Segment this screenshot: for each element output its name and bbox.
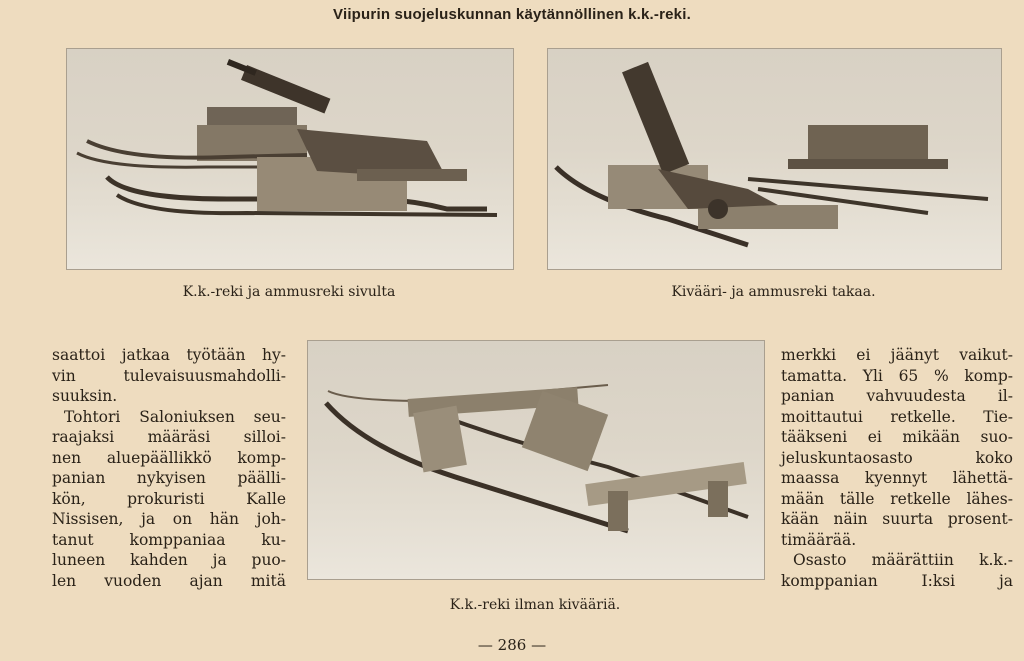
text-line: raajaksi määräsi silloi-	[52, 428, 286, 446]
text-line: tanut komppaniaa ku-	[52, 530, 286, 549]
page-number: — 286 —	[477, 636, 547, 654]
caption-figure-2: Kivääri- ja ammusreki takaa.	[671, 284, 876, 300]
text-line: panian nykyisen päälli-	[52, 469, 286, 487]
text-line: mään tälle retkelle lähes-	[781, 489, 1013, 508]
text-line: len vuoden ajan mitä	[52, 571, 286, 590]
text-line: moittautui retkelle. Tie-	[781, 407, 1013, 426]
sled-rear-illustration	[548, 49, 1001, 269]
right-text-column	[781, 345, 1013, 591]
text-line: luneen kahden ja puo-	[52, 551, 286, 569]
text-line: tääkseni ei mikään suo-	[781, 428, 1013, 446]
left-text-column	[52, 345, 286, 591]
photo-sled-side-view	[66, 48, 514, 270]
text-line: timäärää.	[781, 530, 857, 549]
text-line: kön, prokuristi Kalle	[52, 489, 286, 508]
photo-sled-rear-view	[547, 48, 1002, 270]
text-line: jeluskuntaosasto koko	[781, 448, 1013, 467]
text-line: komppanian I:ksi ja	[781, 571, 1013, 590]
text-line: Tohtori Saloniuksen seu-	[64, 407, 286, 426]
text-line: nen aluepäällikkö komp-	[52, 448, 286, 467]
text-line: maassa kyennyt lähettä-	[781, 469, 1013, 487]
text-line: saattoi jatkaa työtään hy-	[52, 346, 286, 364]
sled-without-rifle-illustration	[308, 341, 764, 579]
caption-figure-3: K.k.-reki ilman kivääriä.	[449, 597, 621, 613]
text-line: merkki ei jäänyt vaikut-	[781, 346, 1013, 364]
text-line: Nissisen, ja on hän joh-	[52, 510, 286, 528]
text-line: kään näin suurta prosent-	[781, 510, 1013, 528]
text-line: vin tulevaisuusmahdolli-	[52, 366, 286, 385]
text-line: panian vahvuudesta il-	[781, 387, 1013, 405]
page-title: Viipurin suojeluskunnan käytännöllinen k.k.-reki.	[333, 6, 691, 23]
sled-side-illustration	[67, 49, 513, 269]
text-line: Osasto määrättiin k.k.-	[793, 551, 1013, 569]
photo-sled-without-rifle	[307, 340, 765, 580]
text-line: suuksin.	[52, 387, 118, 405]
caption-figure-1: K.k.-reki ja ammusreki sivulta	[182, 284, 396, 300]
text-line: tamatta. Yli 65 % komp-	[781, 366, 1013, 385]
